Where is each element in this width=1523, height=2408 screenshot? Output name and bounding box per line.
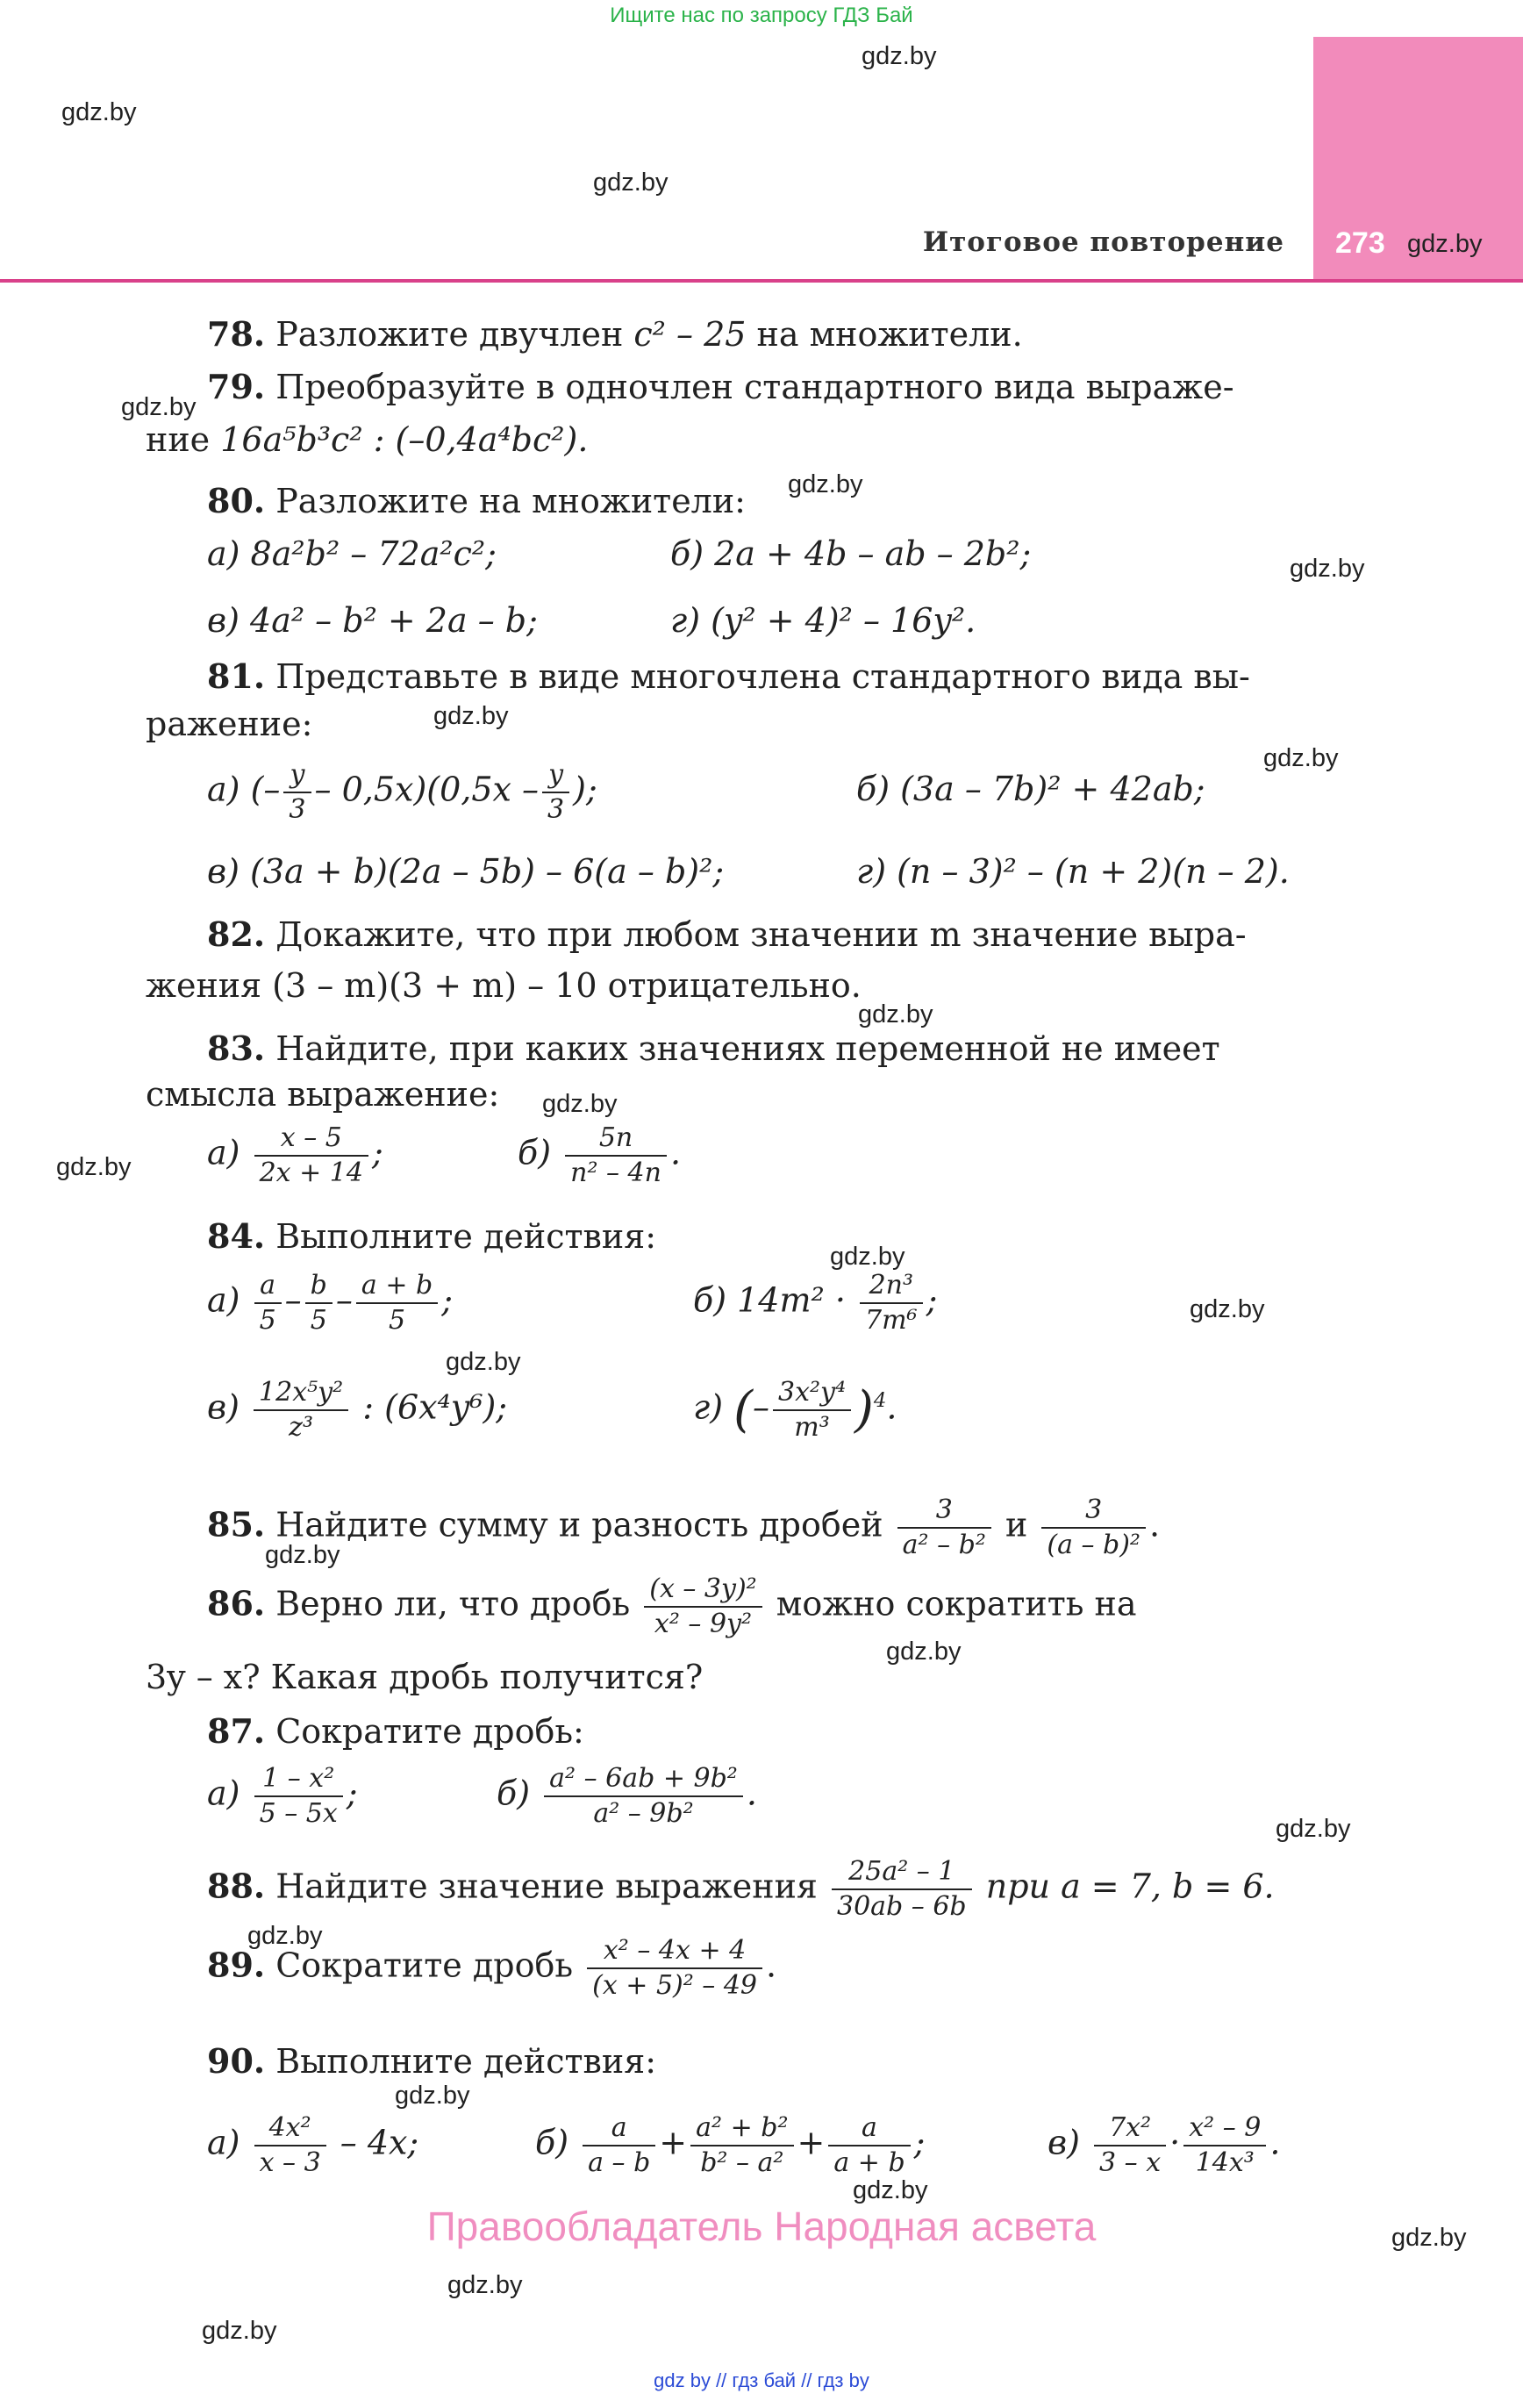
- exercise-83-b: б) $\frac{5n}{\text{n² – 4n}}$ .: [518, 1122, 682, 1188]
- exercise-81-b: б) (3a – 7b)² + 42ab;: [856, 770, 1205, 808]
- exercise-90-c: в) $\frac{\text{7x²}}{3 - x}$ · $\frac{\text{x² – 9}}{\text{14x³}}$ .: [1048, 2112, 1281, 2178]
- exercise-84-d: г) (– $\frac{\text{3x²y⁴}}{\text{m³}}$ )$^4$.: [693, 1377, 897, 1443]
- exercise-81-line2: ражение:: [146, 705, 313, 743]
- footer-links[interactable]: gdz by // гдз бай // гдз by: [654, 2369, 869, 2391]
- exercise-87-a: а) $\frac{\text{1 – x²}}{5 - 5x}$ ;: [207, 1763, 358, 1829]
- watermark: gdz.by: [1290, 555, 1365, 583]
- exercise-79: 79. Преобразуйте в одночлен стандартного вида выраже-: [207, 367, 1234, 406]
- watermark: gdz.by: [395, 2082, 470, 2110]
- watermark: gdz.by: [1276, 1815, 1351, 1843]
- exercise-78: 78. Разложите двучлен c² – 25 на множители.: [207, 314, 1023, 354]
- exercise-80-d: г) (y² + 4)² – 16y².: [670, 601, 976, 640]
- watermark: gdz.by: [247, 1922, 323, 1950]
- exercise-83-line2: смысла выражение:: [146, 1075, 500, 1114]
- watermark: gdz.by: [1407, 230, 1483, 258]
- watermark: gdz.by: [886, 1638, 962, 1666]
- exercise-84-a: а) $\frac{a}{5}$ – $\frac{b}{5}$ – $\frac{a + b}{5}$ ;: [207, 1270, 454, 1336]
- exercise-79-line2: ние 16a⁵b³c² : (–0,4a⁴bc²).: [146, 420, 589, 459]
- watermark: gdz.by: [1190, 1295, 1265, 1323]
- watermark: gdz.by: [56, 1153, 132, 1181]
- watermark: gdz.by: [593, 168, 669, 197]
- page-number: 273: [1335, 226, 1385, 260]
- watermark: gdz.by: [121, 393, 197, 421]
- exercise-80: 80. Разложите на множители:: [207, 481, 746, 520]
- watermark: gdz.by: [542, 1090, 618, 1118]
- exercise-83-a: а) $\frac{x - 5}{2x + 14}$ ;: [207, 1122, 383, 1188]
- exercise-81-c: в) (3a + b)(2a – 5b) – 6(a – b)²;: [207, 852, 725, 891]
- header-rule: [0, 279, 1523, 283]
- exercise-88: 88. Найдите значение выражения $\frac{\text{25a² – 1}}{30ab - 6b}$ при a = 7, b = 6.: [207, 1856, 1275, 1922]
- exercise-85: 85. Найдите сумму и разность дробей $\frac{3}{\text{a² – b²}}$ и $\frac{3}{\text{(a – b)²}}$ .: [207, 1494, 1161, 1560]
- watermark: gdz.by: [862, 42, 937, 70]
- exercise-89: 89. Сократите дробь $\frac{\text{x² – 4x + 4}}{\text{(x + 5)² – 49}}$ .: [207, 1935, 777, 2001]
- section-title: Итоговое повторение: [922, 226, 1284, 258]
- exercise-84-c: в) $\frac{\text{12x⁵y²}}{\text{z³}}$ : (6x⁴y⁶);: [207, 1377, 508, 1443]
- exercise-80-b: б) 2a + 4b – ab – 2b²;: [670, 534, 1032, 573]
- watermark: gdz.by: [61, 98, 137, 126]
- exercise-83: 83. Найдите, при каких значениях переменной не имеет: [207, 1028, 1220, 1068]
- watermark: gdz.by: [433, 702, 509, 730]
- watermark: gdz.by: [1391, 2224, 1467, 2252]
- exercise-81: 81. Представьте в виде многочлена стандартного вида вы-: [207, 656, 1250, 696]
- exercise-80-c: в) 4a² – b² + 2a – b;: [207, 601, 538, 640]
- watermark: gdz.by: [202, 2317, 277, 2345]
- top-banner: Ищите нас по запросу ГДЗ Бай: [610, 4, 913, 27]
- exercise-86: 86. Верно ли, что дробь $\frac{\text{(x – 3y)²}}{\text{x² – 9y²}}$ можно сократить на: [207, 1573, 1137, 1639]
- exercise-81-a: а) (– $\frac{y}{3}$ – 0,5x)(0,5x – $\frac{y}{3}$ );: [207, 759, 597, 825]
- exercise-90-a: а) $\frac{\text{4x²}}{x - 3}$ – 4x;: [207, 2112, 419, 2178]
- exercise-80-a: а) 8a²b² – 72a²c²;: [207, 534, 497, 573]
- watermark: gdz.by: [447, 2271, 523, 2299]
- exercise-82: 82. Докажите, что при любом значении m значение выра-: [207, 914, 1247, 954]
- exercise-90-b: б) $\frac{a}{a - b}$ + $\frac{\text{a² + b²}}{\text{b² – a²}}$ + $\frac{a}{a + b}$ ;: [535, 2112, 926, 2178]
- exercise-84: 84. Выполните действия:: [207, 1216, 656, 1256]
- watermark: gdz.by: [446, 1348, 521, 1376]
- exercise-82-line2: жения (3 – m)(3 + m) – 10 отрицательно.: [146, 966, 862, 1005]
- exercise-81-d: г) (n – 3)² – (n + 2)(n – 2).: [856, 852, 1290, 891]
- exercise-86-line2: 3y – x? Какая дробь получится?: [146, 1658, 704, 1696]
- copyright-notice: Правообладатель Народная асвета: [426, 2204, 1097, 2249]
- exercise-84-b: б) 14m² · $\frac{\text{2n³}}{\text{7m⁶}}$ ;: [693, 1270, 938, 1336]
- watermark: gdz.by: [1263, 744, 1339, 772]
- watermark: gdz.by: [858, 1000, 933, 1028]
- exercise-90: 90. Выполните действия:: [207, 2041, 656, 2081]
- watermark: gdz.by: [265, 1541, 340, 1569]
- watermark: gdz.by: [853, 2176, 928, 2204]
- watermark: gdz.by: [788, 470, 863, 498]
- exercise-87: 87. Сократите дробь:: [207, 1711, 584, 1751]
- watermark: gdz.by: [830, 1243, 905, 1271]
- exercise-87-b: б) $\frac{\text{a² – 6ab + 9b²}}{\text{a² – 9b²}}$ .: [497, 1763, 757, 1829]
